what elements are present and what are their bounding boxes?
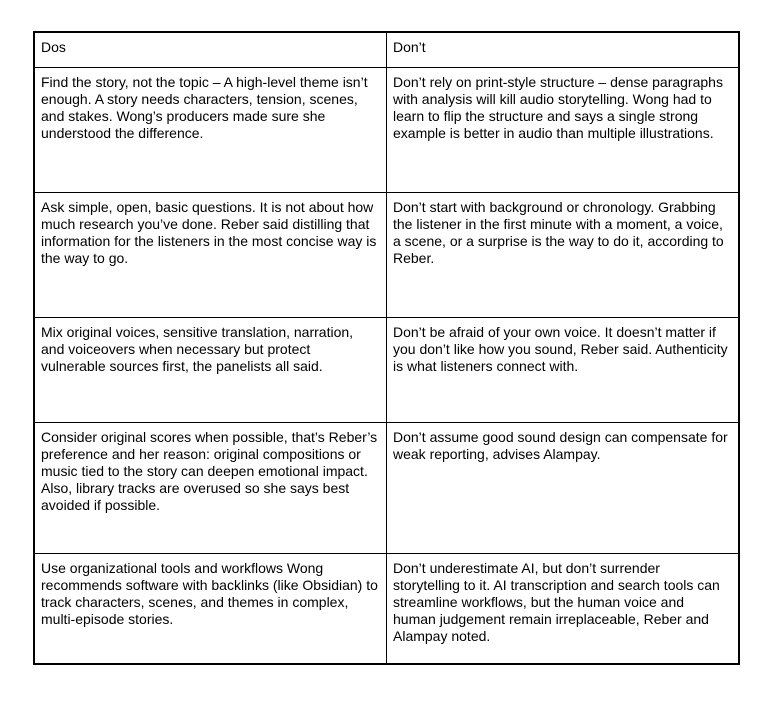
table-row	[34, 192, 739, 317]
table-row	[34, 422, 739, 553]
dos-cell: Mix original voices, sensitive translation, narration, and voiceovers when necessary but protect vulnerable sources first, the panelists all said.	[34, 317, 387, 422]
dos-cell: Use organizational tools and workflows Wong recommends software with backlinks (like Obsidian) to track characters, scenes, and themes in complex, multi-episode stories.	[34, 553, 387, 664]
dos-cell: Consider original scores when possible, that’s Reber’s preference and her reason: original compositions or music tied to the story can deepen emotional impact. Also, library tracks are overused so she says best avoided if possible.	[34, 422, 387, 553]
dont-cell: Don’t assume good sound design can compensate for weak reporting, advises Alampay.	[387, 422, 740, 553]
column-header-dos: Dos	[34, 32, 387, 67]
column-header-dont: Don’t	[387, 32, 740, 67]
dos-donts-table	[33, 31, 740, 665]
header-row	[34, 32, 739, 67]
dos-cell: Find the story, not the topic – A high-level theme isn’t enough. A story needs characters, tension, scenes, and stakes. Wong’s producers made sure she understood the difference.	[34, 67, 387, 192]
table-row	[34, 67, 739, 192]
table-row	[34, 317, 739, 422]
dont-cell: Don’t be afraid of your own voice. It doesn’t matter if you don’t like how you sound, Reber said. Authenticity is what listeners connect with.	[387, 317, 740, 422]
dont-cell: Don’t underestimate AI, but don’t surrender storytelling to it. AI transcription and search tools can streamline workflows, but the human voice and human judgement remain irreplaceable, Reber and Alampay noted.	[387, 553, 740, 664]
table-row	[34, 553, 739, 664]
dos-cell: Ask simple, open, basic questions. It is not about how much research you’ve done. Reber said distilling that information for the listeners in the most concise way is the way to go.	[34, 192, 387, 317]
dont-cell: Don’t rely on print-style structure – dense paragraphs with analysis will kill audio storytelling. Wong had to learn to flip the structure and says a single strong example is better in audio than multiple illustrations.	[387, 67, 740, 192]
dont-cell: Don’t start with background or chronology. Grabbing the listener in the first minute with a moment, a voice, a scene, or a surprise is the way to do it, according to Reber.	[387, 192, 740, 317]
